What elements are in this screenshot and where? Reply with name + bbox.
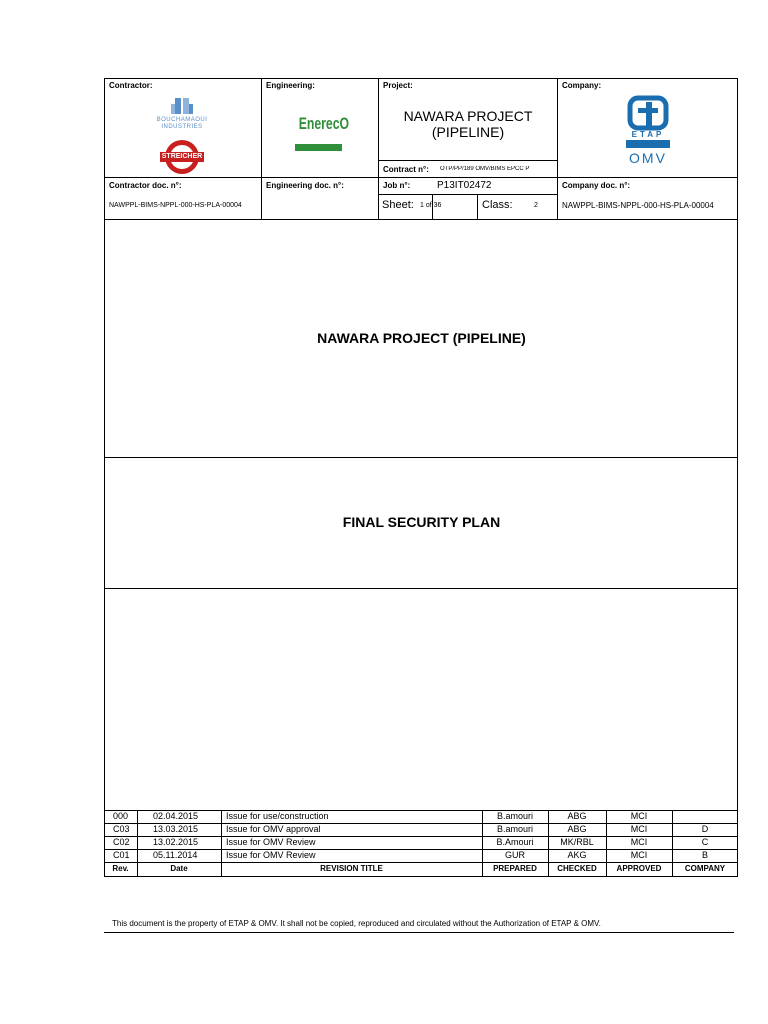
- omv-text: OMV: [629, 150, 667, 166]
- class-label: Class:: [482, 199, 513, 211]
- revision-prepared: B.amouri: [496, 811, 533, 821]
- property-notice: This document is the property of ETAP & OMV. It shall not be copied, reproduced and circulated without the Authorization of ETAP & OMV.: [112, 919, 601, 928]
- revision-header-company: COMPANY: [684, 864, 726, 873]
- contractor-doc-label: Contractor doc. n°:: [109, 181, 182, 190]
- revision-date: 05.11.2014: [153, 850, 198, 860]
- revision-rev: 000: [113, 811, 129, 821]
- revision-checked: MK/RBL: [560, 837, 594, 847]
- contractor-label: Contractor:: [109, 81, 153, 90]
- header-divider: [104, 177, 738, 178]
- revision-rev: C01: [113, 850, 130, 860]
- revision-title: Issue for use/construction: [226, 811, 329, 821]
- revision-approved: MCI: [630, 837, 648, 847]
- revision-header-approved: APPROVED: [616, 864, 662, 873]
- engineering-doc-label: Engineering doc. n°:: [266, 181, 344, 190]
- footer-rule: [104, 932, 734, 933]
- etap-omv-logo: [620, 94, 676, 174]
- revision-header-title: REVISION TITLE: [320, 864, 383, 873]
- revision-date: 13.03.2015: [153, 824, 199, 834]
- revision-prepared: B.amouri: [496, 824, 533, 834]
- contract-label: Contract n°:: [383, 165, 429, 174]
- revision-title: Issue for OMV approval: [226, 824, 321, 834]
- revision-checked: AKG: [567, 850, 587, 860]
- revision-header-checked: CHECKED: [557, 864, 597, 873]
- header-divider: [557, 78, 558, 219]
- bouchamaoui-text: BOUCHAMAOUI INDUSTRIES: [156, 117, 208, 130]
- section-divider: [104, 457, 738, 458]
- revision-approved: MCI: [630, 824, 648, 834]
- sheet-value: 1 of 36: [420, 202, 442, 209]
- header-divider: [378, 78, 379, 219]
- revision-checked: ABG: [567, 811, 587, 821]
- revision-title: Issue for OMV Review: [226, 837, 316, 847]
- revision-rev: C02: [113, 837, 130, 847]
- revision-date: 02.04.2015: [153, 811, 199, 821]
- class-value: 2: [534, 202, 538, 209]
- revision-header-rev: Rev.: [112, 864, 129, 873]
- revision-date: 13.02.2015: [153, 837, 199, 847]
- header-divider: [104, 219, 738, 220]
- bouchamaoui-logo: [142, 96, 222, 136]
- document-frame: [104, 78, 738, 877]
- header-divider: [378, 194, 557, 195]
- streicher-text: STREICHER: [161, 153, 203, 160]
- company-doc-label: Company doc. n°:: [562, 181, 631, 190]
- revision-header-prepared: PREPARED: [493, 864, 537, 873]
- header-divider: [378, 160, 557, 161]
- header-divider: [477, 194, 478, 219]
- revision-title: Issue for OMV Review: [226, 850, 316, 860]
- enereco-logo: [291, 108, 350, 154]
- revision-company: C: [701, 837, 709, 847]
- revision-rev: C03: [113, 824, 130, 834]
- revision-approved: MCI: [630, 811, 648, 821]
- document-title: NAWARA PROJECT (PIPELINE): [317, 330, 526, 346]
- revision-header-date: Date: [170, 864, 188, 873]
- company-doc-value: NAWPPL-BIMS-NPPL-000-HS-PLA-00004: [562, 201, 714, 210]
- revision-company: D: [701, 824, 709, 834]
- job-value: P13IT02472: [437, 180, 492, 191]
- contractor-doc-value: NAWPPL-BIMS-NPPL-000-HS-PLA-00004: [109, 202, 242, 209]
- revision-prepared: GUR: [505, 850, 525, 860]
- company-label: Company:: [562, 81, 602, 90]
- job-label: Job n°:: [383, 181, 411, 190]
- section-divider: [104, 588, 738, 589]
- revision-prepared: B.Amouri: [496, 837, 534, 847]
- revision-company: B: [701, 850, 708, 860]
- contract-value: OTP/PP/189 OMV/BIMS EPCC P: [440, 166, 530, 172]
- project-title: NAWARA PROJECT (PIPELINE): [403, 108, 533, 140]
- engineering-label: Engineering:: [266, 81, 315, 90]
- revision-checked: ABG: [567, 824, 587, 834]
- sheet-label: Sheet:: [382, 199, 414, 211]
- streicher-logo: [158, 138, 206, 176]
- enereco-text: EnerecO: [298, 114, 350, 133]
- revision-approved: MCI: [630, 850, 648, 860]
- revision-row-line: [104, 862, 738, 863]
- etap-text: ETAP: [631, 130, 665, 139]
- project-label: Project:: [383, 81, 413, 90]
- document-subtitle: FINAL SECURITY PLAN: [342, 514, 501, 530]
- header-divider: [261, 78, 262, 219]
